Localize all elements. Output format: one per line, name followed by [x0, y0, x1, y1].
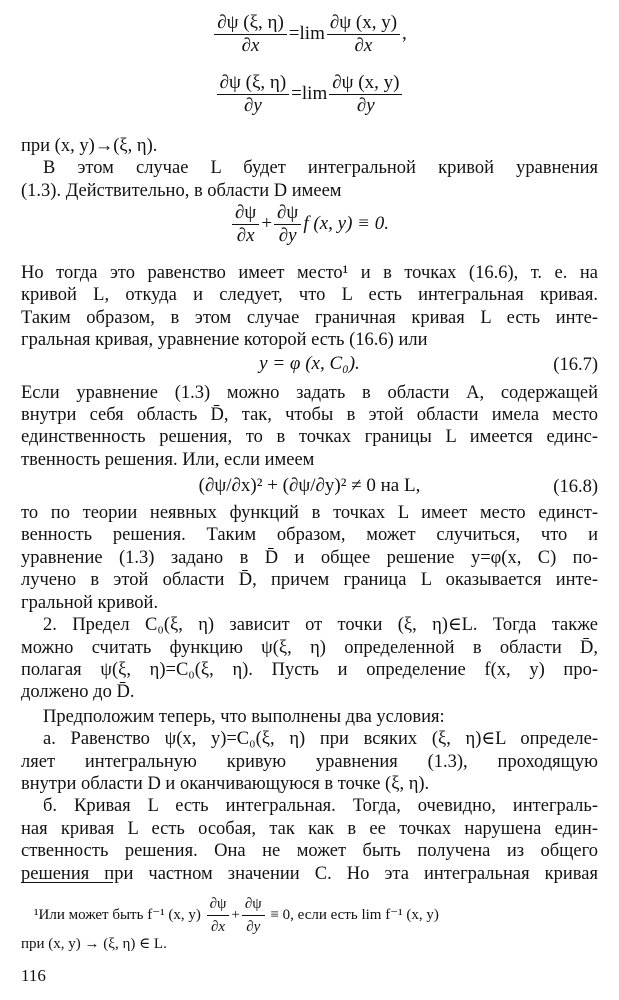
- numerator: ∂ψ: [242, 893, 265, 916]
- denominator: ∂x: [236, 225, 255, 246]
- text-line: внутри области D и оканчивающуюся в точке (ξ, η).: [21, 774, 430, 794]
- numerator: ∂ψ (x, y): [327, 12, 400, 35]
- numerator: ∂ψ: [274, 202, 301, 225]
- numerator: ∂ψ: [232, 202, 259, 225]
- text-line: Но тогда это равенство имеет место¹ и в точках (16.6), т. е. на: [21, 263, 598, 283]
- text-line: Таким образом, в этом случае граничная кривая L есть инте-: [21, 308, 598, 328]
- equation-total-differential: [0, 202, 619, 247]
- text-line: должено до D̄.: [21, 682, 135, 702]
- plus-sign: +: [261, 212, 273, 234]
- text-line: полагая ψ(ξ, η)=C₀(ξ, η). Пусть и определение f(x, y) про-: [21, 660, 598, 680]
- denominator: ∂x: [210, 919, 226, 935]
- text-line: (1.3). Действительно, в области D имеем: [21, 181, 342, 201]
- equation-partial-x: [0, 12, 619, 57]
- text-line: внутри себя область D̄, так, чтобы в этой области имела место: [21, 405, 598, 425]
- numerator: ∂ψ (ξ, η): [214, 12, 287, 35]
- text-line: твенность решения. Или, если имеем: [21, 450, 315, 470]
- text-line: гральная кривая, уравнение которой есть (16.6) или: [21, 330, 428, 350]
- footnote-text: ¹Или может быть f⁻¹ (x, y): [34, 906, 201, 923]
- text-line: венность решения. Таким образом, может случиться, что и: [21, 525, 598, 545]
- limit-operator: =lim: [288, 22, 325, 44]
- text-line: кривой L, откуда и следует, что L есть интегральная кривая.: [21, 285, 598, 305]
- numerator: ∂ψ (x, y): [329, 72, 402, 95]
- footnote-text: ≡ 0, если есть lim f⁻¹ (x, y): [270, 906, 439, 923]
- fraction: [232, 202, 259, 247]
- text-line: ляет интегральную кривую уравнения (1.3), проходящую: [21, 752, 598, 772]
- text-line: Если уравнение (1.3) можно задать в области A, содержащей: [21, 383, 598, 403]
- text-line: лучено в этой области D̄, причем граница L оказывается инте-: [21, 570, 598, 590]
- limit-operator: =lim: [291, 82, 328, 104]
- equation-16-7: y = φ (x, C₀).: [259, 353, 360, 374]
- fraction: [217, 72, 290, 117]
- text-line: ная кривая L есть особая, так как в ее точках нарушена един-: [21, 819, 598, 839]
- equation-number: (16.7): [553, 355, 598, 375]
- equation-tail: f (x, y) ≡ 0.: [303, 212, 389, 234]
- text-line: можно считать функцию ψ(ξ, η) определенной в области D̄,: [21, 638, 598, 658]
- fraction: [214, 12, 287, 57]
- denominator: ∂y: [278, 225, 297, 246]
- fraction: [274, 202, 301, 247]
- denominator: ∂x: [354, 35, 373, 56]
- equation-number: (16.8): [553, 477, 598, 497]
- text-line: б. Кривая L есть интегральная. Тогда, очевидно, интеграль-: [43, 796, 598, 816]
- text-line: при (x, y)→(ξ, η).: [21, 136, 158, 156]
- footnote-rule: [21, 882, 113, 883]
- denominator: ∂y: [246, 919, 261, 935]
- numerator: ∂ψ: [207, 893, 230, 916]
- punctuation: ,: [402, 22, 407, 44]
- text-line: ственность решения. Она не может быть получена из общего: [21, 841, 598, 861]
- text-line: гральной кривой.: [21, 593, 159, 613]
- fraction: [329, 72, 402, 117]
- plus-sign: +: [231, 906, 240, 923]
- text-line: В этом случае L будет интегральной кривой уравнения: [43, 158, 598, 178]
- footnote-line-2: при (x, y) → (ξ, η) ∈ L.: [21, 936, 167, 952]
- denominator: ∂x: [241, 35, 260, 56]
- page-number: 116: [21, 966, 46, 985]
- text-line: решения при частном значении C. Но эта интегральная кривая: [21, 864, 598, 884]
- text-line: единственность решения, то в точках границы L имеется единс-: [21, 427, 598, 447]
- equation-16-8: (∂ψ/∂x)² + (∂ψ/∂y)² ≠ 0 на L,: [198, 475, 421, 496]
- text-line: то по теории неявных функций в точках L имеет место единст-: [21, 503, 598, 523]
- fraction: [327, 12, 400, 57]
- denominator: ∂y: [243, 95, 262, 116]
- denominator: ∂y: [356, 95, 375, 116]
- text-line: а. Равенство ψ(x, y)=C₀(ξ, η) при всяких (ξ, η)∈L определе-: [43, 729, 598, 749]
- text-line: Предположим теперь, что выполнены два условия:: [43, 707, 445, 727]
- text-line: уравнение (1.3) задано в D̄ и общее решение y=φ(x, C) по-: [21, 548, 598, 568]
- equation-partial-y: [0, 72, 619, 117]
- numerator: ∂ψ (ξ, η): [217, 72, 290, 95]
- text-line: 2. Предел C₀(ξ, η) зависит от точки (ξ, η)∈L. Тогда также: [43, 615, 598, 635]
